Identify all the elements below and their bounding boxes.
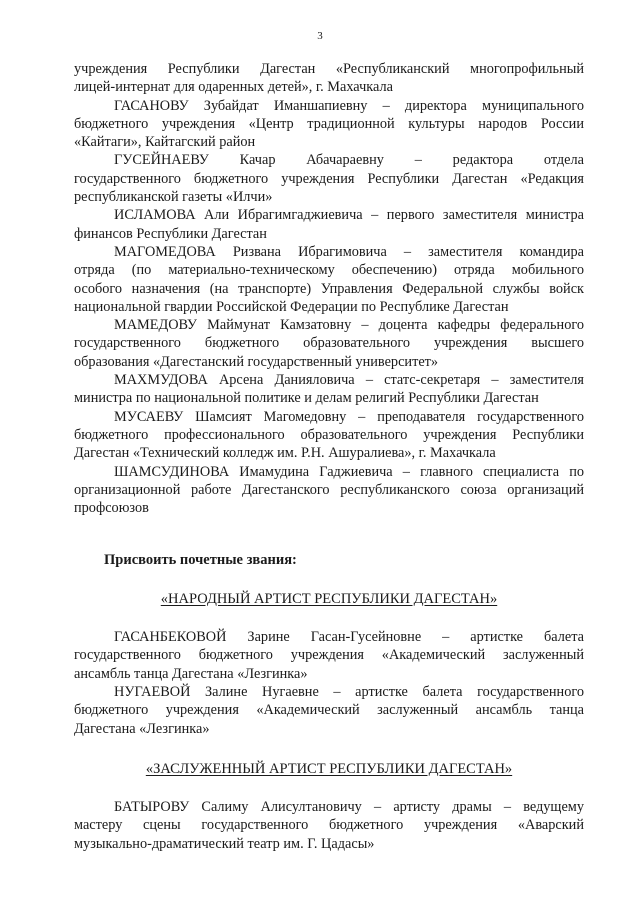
awards-list-section <box>74 60 584 517</box>
text-line: МАГОМЕДОВА Ризвана Ибрагимовича – заместителя командира <box>114 243 584 260</box>
text-line: ГУСЕЙНАЕВУ Качар Абачараевну – редактора отдела <box>114 152 584 169</box>
text-line: музыкально-драматический театр им. Г. Цадасы» <box>74 835 375 852</box>
text-line: ИСЛАМОВА Али Ибрагимгаджиевича – первого заместителя министра <box>114 207 584 224</box>
text-line: бюджетного учреждения «Центр традиционной культуры народов России <box>74 115 584 132</box>
text-line: учреждения Республики Дагестан «Республиканский многопрофильный <box>74 61 584 77</box>
text-line: Дагестана «Лезгинка» <box>74 720 210 737</box>
paragraph <box>74 60 584 97</box>
text-line: министра по национальной политике и делам религий Республики Дагестан <box>74 390 539 407</box>
text-line: государственного бюджетного учреждения Республики Дагестан «Редакция <box>74 170 584 187</box>
paragraph <box>74 628 584 683</box>
text-line: республиканской газеты «Илчи» <box>74 189 273 206</box>
page-number: 3 <box>317 30 323 42</box>
title-peoples-artist: «НАРОДНЫЙ АРТИСТ РЕСПУБЛИКИ ДАГЕСТАН» <box>160 590 498 607</box>
text-line: организационной работе Дагестанского республиканского союза организаций <box>74 481 584 498</box>
text-line: отряда (по материально-техническому обеспечению) отряда мобильного <box>74 262 584 279</box>
text-line: особого назначения (на транспорте) Управления Федеральной службы войск <box>74 280 584 297</box>
peoples-artist-section <box>74 628 584 738</box>
text-line: профсоюзов <box>74 500 149 517</box>
text-line: МАМЕДОВУ Маймунат Камзатовну – доцента кафедры федерального <box>114 317 584 334</box>
text-line: образования «Дагестанский государственный университет» <box>74 353 439 370</box>
text-line: ансамбль танца Дагестана «Лезгинка» <box>74 665 308 682</box>
paragraph <box>74 798 584 853</box>
text-line: ГАСАНБЕКОВОЙ Зарине Гасан-Гусейновне – артистке балета <box>114 629 584 646</box>
text-line: «Кайтаги», Кайтагский район <box>74 134 256 151</box>
text-line: государственного бюджетного образовательного учреждения высшего <box>74 335 584 352</box>
text-line: финансов Республики Дагестан <box>74 225 267 242</box>
text-line: БАТЫРОВУ Салиму Алисултановичу – артисту драмы – ведущему <box>114 799 584 816</box>
text-line: бюджетного профессионального образовательного учреждения Республики <box>74 426 584 443</box>
text-line: государственного бюджетного учреждения «Академический заслуженный <box>74 647 584 664</box>
text-line: НУГАЕВОЙ Залине Нугаевне – артистке балета государственного <box>114 683 584 700</box>
paragraph <box>74 463 584 518</box>
paragraph <box>74 243 584 316</box>
text-line: МАХМУДОВА Арсена Данияловича – статс-секретаря – заместителя <box>114 372 584 389</box>
text-line: бюджетного учреждения «Академический заслуженный ансамбль танца <box>74 702 584 719</box>
section-heading: Присвоить почетные звания: <box>104 552 297 569</box>
text-line: ГАСАНОВУ Зубайдат Иманшапиевну – директора муниципального <box>114 97 584 114</box>
paragraph <box>74 371 584 408</box>
document-body <box>74 60 584 853</box>
text-line: мастеру сцены государственного бюджетного учреждения «Аварский <box>74 817 584 834</box>
paragraph <box>74 683 584 738</box>
honored-artist-section <box>74 798 584 853</box>
text-line: национальной гвардии Российской Федерации по Республике Дагестан <box>74 298 509 315</box>
text-line: лицей-интернат для одаренных детей», г. Махачкала <box>74 79 393 96</box>
title-honored-artist: «ЗАСЛУЖЕННЫЙ АРТИСТ РЕСПУБЛИКИ ДАГЕСТАН» <box>145 760 513 777</box>
text-line: Дагестан «Технический колледж им. Р.Н. Ашуралиева», г. Махачкала <box>74 445 496 462</box>
text-line: МУСАЕВУ Шамсият Магомедовну – преподавателя государственного <box>114 408 584 425</box>
text-line: ШАМСУДИНОВА Имамудина Гаджиевича – главного специалиста по <box>114 463 584 480</box>
paragraph <box>74 151 584 206</box>
paragraph <box>74 206 584 243</box>
paragraph <box>74 97 584 152</box>
paragraph <box>74 316 584 371</box>
paragraph <box>74 408 584 463</box>
